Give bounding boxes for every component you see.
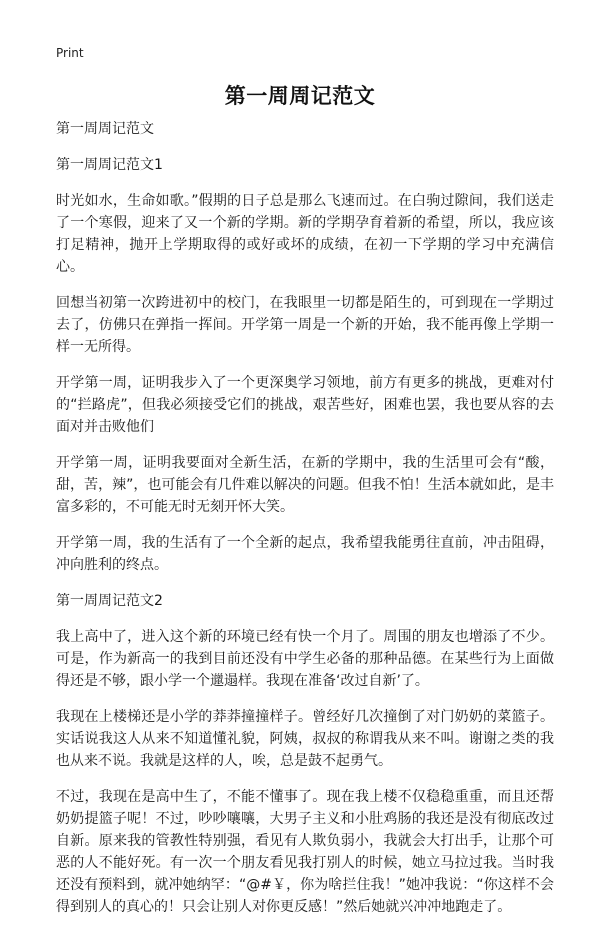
paragraph: 时光如水，生命如歌。”假期的日子总是那么飞速而过。在白驹过隙间，我们送走了一个寒假，迎来了又一个新的学期。新的学期孕育着新的希望，所以，我应该打足精神，抛开上学期取得的或好或坏的成绩，在初一下学期的学习中充满信心。 xyxy=(56,193,554,275)
paragraph: 不过，我现在是高中生了，不能不懂事了。现在我上楼不仅稳稳重重，而且还帮奶奶提篮子呢！不过，吵吵嚷嚷，大男子主义和小肚鸡肠的我还是没有彻底改过自新。原来我的管教性特别强，看见有人欺负弱小，我就会大打出手，让那个可恶的人不能好死。有一次一个朋友看见我打别人的时候，她立马拉过我。当时我还没有预料到，就冲她纳罕：“@#￥，你为啥拦住我！”她冲我说：“你这样不会得到别人的真心的！只会让别人对你更反感！”然后她就兴冲冲地跑走了。 xyxy=(56,789,554,915)
print-link[interactable]: Print xyxy=(56,46,84,60)
paragraph: 开学第一周，证明我步入了一个更深奥学习领地，前方有更多的挑战，更难对付的“拦路虎”，但我必须接受它们的挑战，艰苦些好，困难也罢，我也要从容的去面对并击败他们 xyxy=(56,375,554,435)
section-2-heading: 第一周周记范文2 xyxy=(56,593,163,609)
paragraph: 我上高中了，进入这个新的环境已经有快一个月了。周围的朋友也增添了不少。可是，作为新高一的我到目前还没有中学生必备的那种品德。在某些行为上面做得还是不够，跟小学一个邋遢样。我现在准备‘改过自新’了。 xyxy=(56,629,554,689)
paragraph: 开学第一周，我的生活有了一个全新的起点，我希望我能勇往直前，冲击阻碍，冲向胜利的终点。 xyxy=(56,535,554,573)
document-body xyxy=(56,118,554,932)
document-title: 第一周周记范文 xyxy=(224,84,376,108)
document-subtitle: 第一周周记范文 xyxy=(56,121,154,137)
paragraph: 回想当初第一次跨进初中的校门，在我眼里一切都是陌生的，可到现在一学期过去了，仿佛只在弹指一挥间。开学第一周是一个新的开始，我不能再像上学期一样一无所得。 xyxy=(56,295,554,355)
paragraph: 我现在上楼梯还是小学的莽莽撞撞样子。曾经好几次撞倒了对门奶奶的菜篮子。实话说我这人从来不知道懂礼貌，阿姨，叔叔的称谓我从来不叫。谢谢之类的我也从来不说。我就是这样的人，唉，总是鼓不起勇气。 xyxy=(56,709,554,769)
section-1-heading: 第一周周记范文1 xyxy=(56,157,163,173)
paragraph: 开学第一周，证明我要面对全新生活，在新的学期中，我的生活里可会有“酸，甜，苦，辣”，也可能会有几件难以解决的问题。但我不怕！生活本就如此，是丰富多彩的，不可能无时无刻开怀大笑。 xyxy=(56,455,554,515)
